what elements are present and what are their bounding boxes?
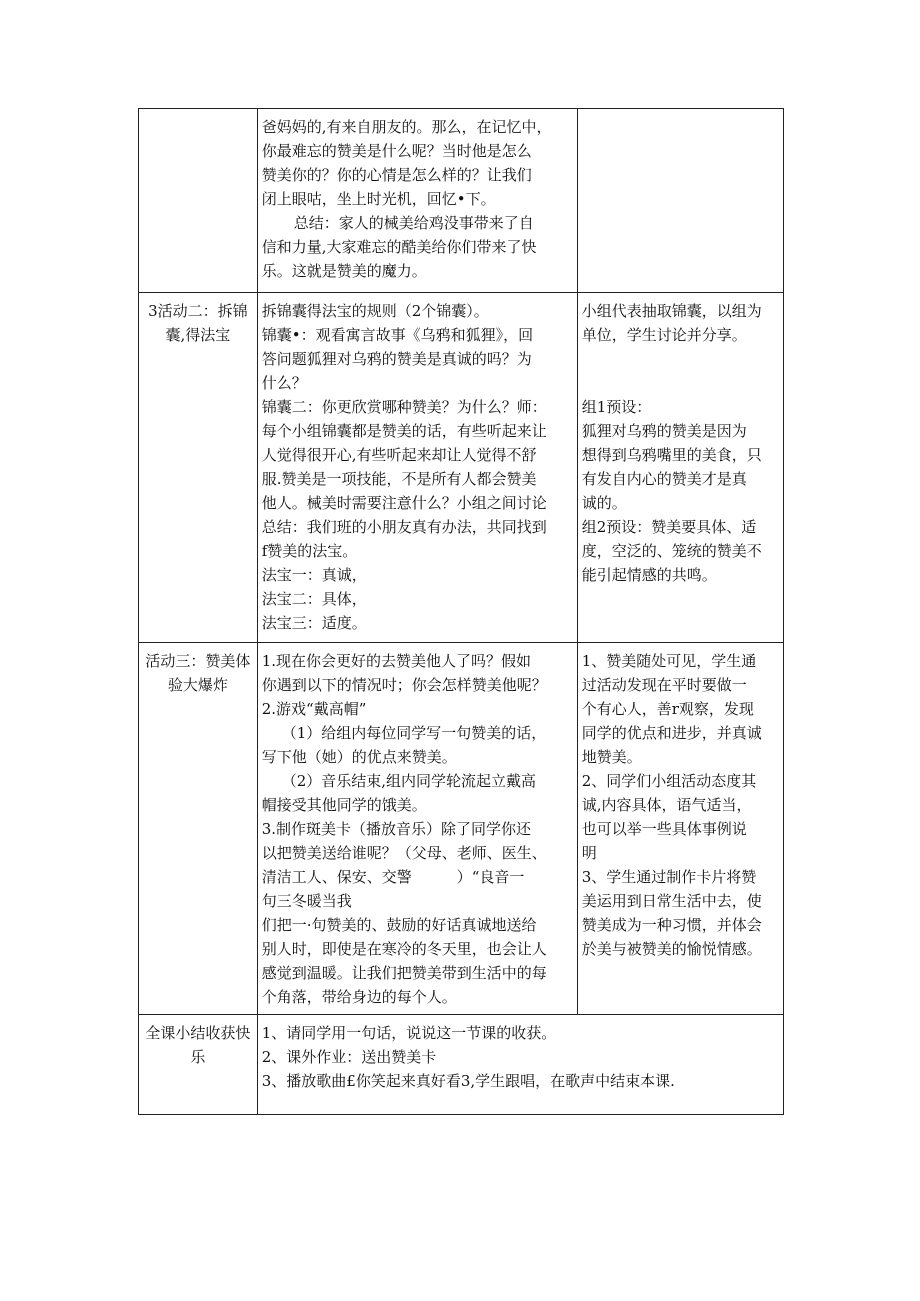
cell-line: 组2预设：赞美要具体、适 xyxy=(581,518,757,536)
activity-title: 乐 xyxy=(190,1048,206,1066)
activity-title: 囊,得法宝 xyxy=(165,326,231,344)
cell-line: 闭上眼咕，坐上时光机，回忆•下。 xyxy=(261,190,496,208)
table-row xyxy=(139,293,784,643)
cell-line: 过活动发现在平时要做一 xyxy=(581,676,747,694)
cell-line: 於美与被赞美的愉悦情感。 xyxy=(581,940,762,958)
cell-line: 感觉到温暖。让我们把赞美带到生活中的每 xyxy=(261,964,547,982)
cell-line: 拆锦囊得法宝的规则（2个锦囊）。 xyxy=(261,302,489,320)
cell-line: 什么？ xyxy=(261,374,307,392)
cell-line: 想得到乌鸦嘴里的美食，只 xyxy=(581,446,762,464)
cell-line: 赞美你的？你的心情是怎么样的？让我们 xyxy=(261,166,532,184)
cell-line: 1、请同学用一句话，说说这一节课的收获。 xyxy=(261,1024,557,1042)
activity-title: 全课小结收获快 xyxy=(145,1024,251,1042)
cell-line: 爸妈妈的,有来自朋友的。那么，在记忆中， xyxy=(261,118,552,136)
cell-line: 服.赞美是一项技能，不是所有人都会赞美 xyxy=(261,470,537,488)
cell-line: 1.现在你会更好的去赞美他人了吗？假如 xyxy=(261,652,532,670)
cell-line: 别人时，即使是在寒冷的冬天里，也会让人 xyxy=(261,940,547,958)
cell-line: 答问题狐狸对乌鸦的赞美是真诚的吗？为 xyxy=(261,350,532,368)
cell-line: 信和力量,大家难忘的酷美给你们带来了快 xyxy=(261,238,537,256)
table-row xyxy=(139,1015,784,1115)
cell-line: 2、同学们小组活动态度其 xyxy=(581,772,757,790)
cell-line: 写下他（她）的优点来赞美。 xyxy=(261,748,457,766)
cell-line: 诚,内容具体，语气适当， xyxy=(581,796,752,814)
table-cell xyxy=(139,293,258,643)
table-cell xyxy=(577,293,783,643)
cell-line: 你遇到以下的情况吋；你会怎样赞美他呢？ xyxy=(261,676,547,694)
cell-line: 也可以举一些具体事例说 xyxy=(581,820,747,838)
cell-line: 3.制作斑美卡（播放音乐）除了同学你还 xyxy=(261,820,532,838)
table-cell xyxy=(139,1015,258,1115)
cell-line: （2）音乐结束,组内同学轮流起立戴高 xyxy=(281,772,537,790)
cell-line: 美运用到日常生活中去，使 xyxy=(581,892,762,910)
cell-line: 个有心人，善r观察，发现 xyxy=(581,700,754,718)
cell-line: 2.游戏“戴高帽” xyxy=(261,700,367,718)
cell-line: 你最难忘的赞美是什么呢？当时他是怎么 xyxy=(261,142,532,160)
cell-line: 锦囊二：你更欣赏哪种赞美？为什么？师： xyxy=(261,398,547,416)
table-row xyxy=(139,109,784,293)
cell-line: 们把一·句赞美的、鼓励的好话真诚地送给 xyxy=(261,916,537,934)
cell-line: 法宝二：具体， xyxy=(261,590,367,608)
cell-line: 有发自内心的赞美才是真 xyxy=(581,470,747,488)
table-cell xyxy=(139,643,258,1015)
cell-line: 人觉得很开心,有些听起来却让人觉得不舒 xyxy=(261,446,537,464)
cell-line: 单位，学生讨论并分享。 xyxy=(581,326,747,344)
cell-line: 乐。这就是赞美的魔力。 xyxy=(261,262,427,280)
cell-line: 以把赞美送给谁呢？（父母、老师、医生、 xyxy=(261,844,547,862)
cell-line: 度，空泛的、笼统的赞美不 xyxy=(581,542,762,560)
table-cell xyxy=(577,109,783,293)
cell-line: 他人。械美时需要注意什么？小组之间讨论 xyxy=(261,494,547,512)
table-cell xyxy=(257,293,577,643)
table-cell xyxy=(257,643,577,1015)
cell-line: 赞美成为一种习惯，并体会 xyxy=(581,916,762,934)
cell-line: 清洁工人、保安、交警 ）“良音一 xyxy=(261,868,525,886)
lesson-plan-table xyxy=(138,108,784,1115)
cell-line: 明 xyxy=(581,844,597,862)
cell-line: 组1预设： xyxy=(581,398,652,416)
cell-line: 地赞美。 xyxy=(581,748,642,766)
activity-title: 活动三：赞美体 xyxy=(145,652,251,670)
cell-line: 1、赞美随处可见，学生通 xyxy=(581,652,757,670)
table-cell xyxy=(577,643,783,1015)
cell-line: 帽接受其他同学的饿美。 xyxy=(261,796,427,814)
activity-title: 验大爆炸 xyxy=(167,676,228,694)
cell-line: 诚的。 xyxy=(581,494,627,512)
cell-line: 每个小组锦囊都是赞美的话，有些听起来让 xyxy=(261,422,547,440)
cell-line: 3、播放歌曲£你笑起来真好看3,学生跟唱，在歌声中结束本课. xyxy=(261,1072,675,1090)
cell-line: （1）给组内每位同学写一句赞美的话， xyxy=(281,724,547,742)
table-cell xyxy=(139,109,258,293)
cell-line: 同学的优点和进步，并真诚 xyxy=(581,724,762,742)
cell-line: 总结：我们班的小朋友真有办法，共同找到 xyxy=(261,518,547,536)
cell-line: 法宝三：适度。 xyxy=(261,614,367,632)
cell-line: 句三冬暖当我 xyxy=(261,892,352,910)
cell-line: 能引起情感的共鸣。 xyxy=(581,566,717,584)
table-cell xyxy=(257,109,577,293)
cell-line: 狐狸对乌鸦的赞美是因为 xyxy=(581,422,747,440)
cell-line: f赞美的法宝。 xyxy=(261,542,358,560)
table-row xyxy=(139,643,784,1015)
cell-line: 锦囊•：观看寓言故事《乌鸦和狐狸》，回 xyxy=(261,326,534,344)
cell-line: 2、课外作业：送出赞美卡 xyxy=(261,1048,437,1066)
cell-line: 小组代表抽取锦囊，以组为 xyxy=(581,302,762,320)
cell-line: 个角落，带给身边的每个人。 xyxy=(261,988,457,1006)
cell-line: 法宝一：真诚， xyxy=(261,566,367,584)
cell-line: 3、学生通过制作卡片将赞 xyxy=(581,868,757,886)
cell-line: 总结：家人的械美给鸡没事带来了自 xyxy=(293,214,534,232)
activity-title: 3活动二：拆锦 xyxy=(148,302,248,320)
table-cell xyxy=(257,1015,783,1115)
